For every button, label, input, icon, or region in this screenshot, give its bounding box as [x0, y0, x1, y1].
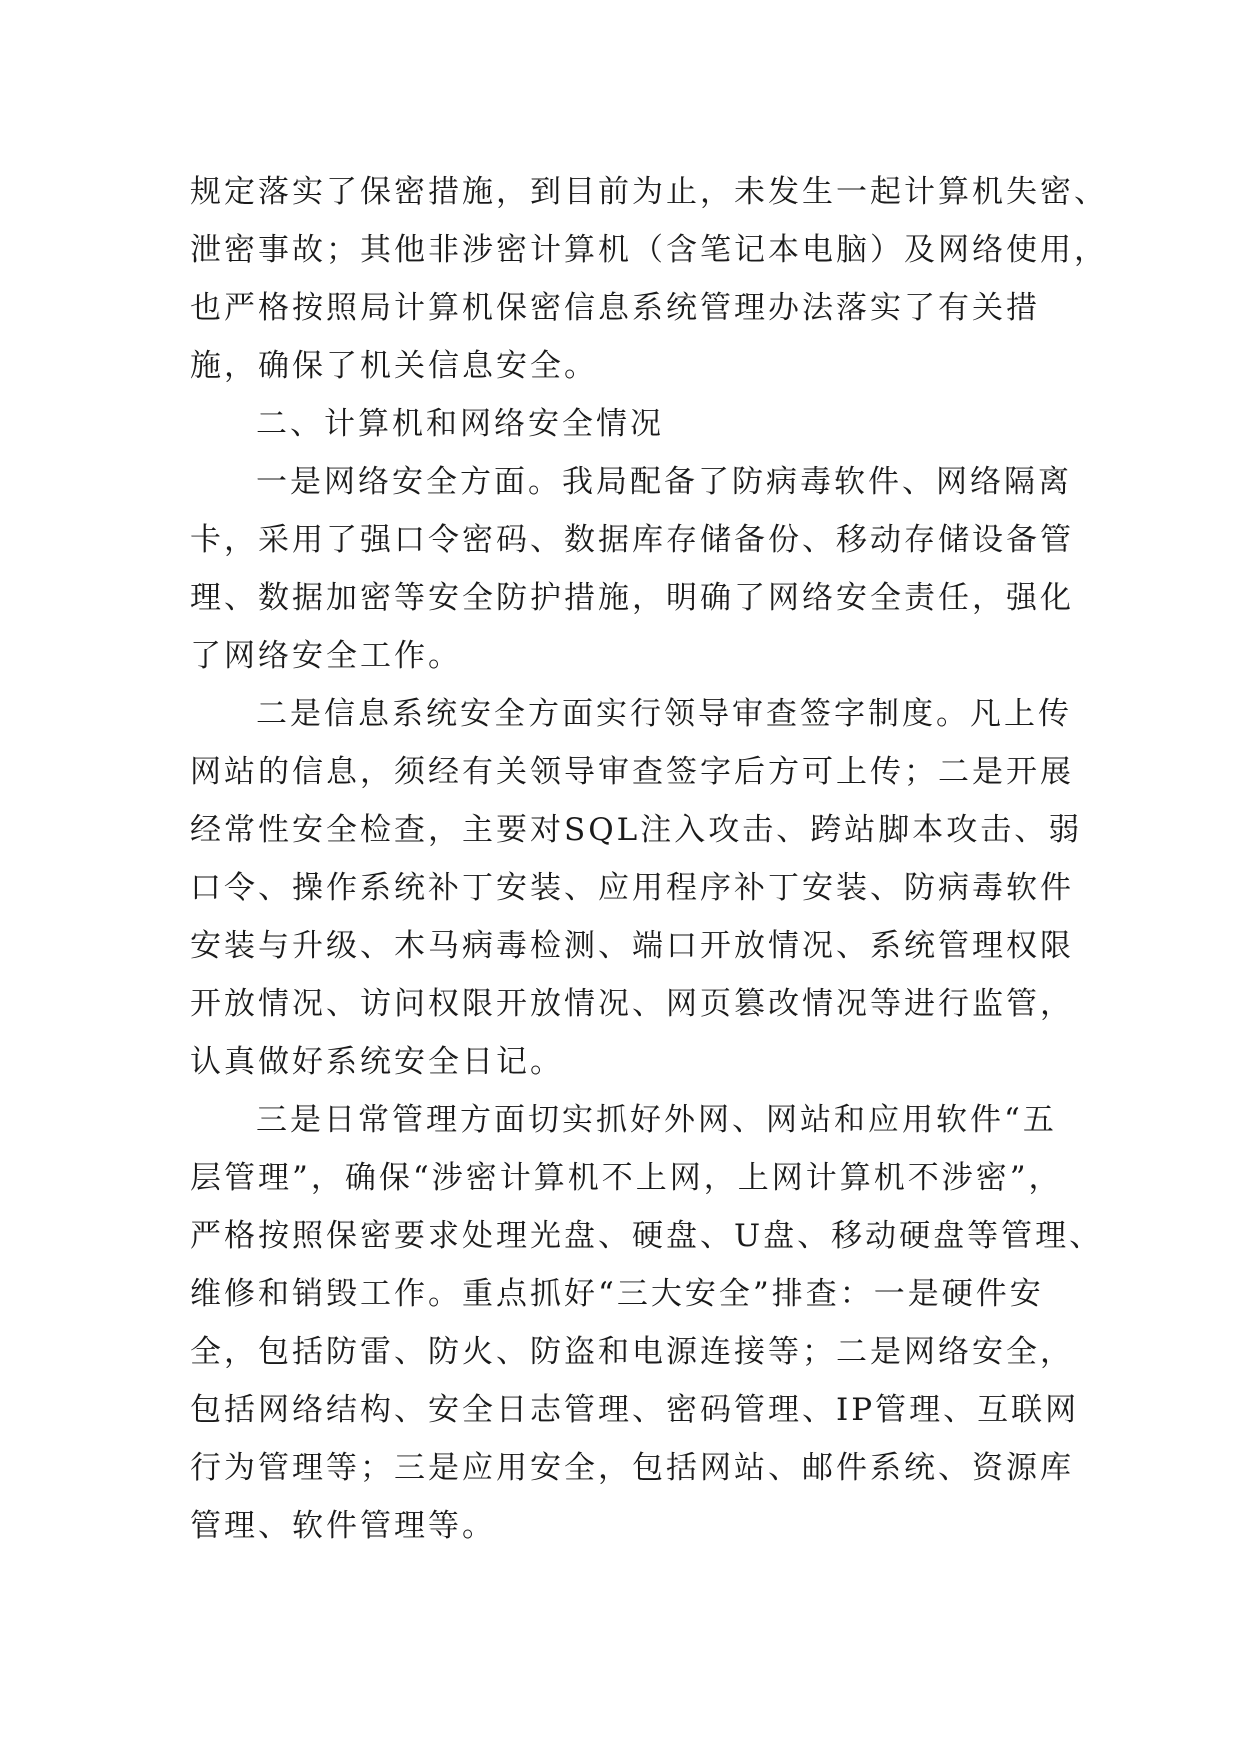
paragraph-start-line: 一是网络安全方面。我局配备了防病毒软件、网络隔离 [256, 464, 1072, 500]
text-line: 行为管理等；三是应用安全，包括网站、邮件系统、资源库 [190, 1450, 1074, 1486]
text-line: 也严格按照局计算机保密信息系统管理办法落实了有关措 [190, 290, 1040, 326]
paragraph-start-line: 二是信息系统安全方面实行领导审查签字制度。凡上传 [256, 696, 1072, 732]
text-line: 理、数据加密等安全防护措施，明确了网络安全责任，强化 [190, 580, 1074, 616]
text-line: 严格按照保密要求处理光盘、硬盘、U盘、移动硬盘等管理、 [190, 1218, 1104, 1254]
text-line: 网站的信息，须经有关领导审查签字后方可上传；二是开展 [190, 754, 1074, 790]
text-line: 泄密事故；其他非涉密计算机（含笔记本电脑）及网络使用， [190, 232, 1108, 268]
text-line: 经常性安全检查，主要对SQL注入攻击、跨站脚本攻击、弱 [190, 812, 1083, 848]
section-heading: 二、计算机和网络安全情况 [256, 406, 664, 442]
text-line: 开放情况、访问权限开放情况、网页篡改情况等进行监管， [190, 986, 1074, 1022]
text-line: 包括网络结构、安全日志管理、密码管理、IP管理、互联网 [190, 1392, 1080, 1428]
text-line: 层管理”，确保“涉密计算机不上网，上网计算机不涉密”， [190, 1160, 1063, 1196]
text-line: 卡，采用了强口令密码、数据库存储备份、移动存储设备管 [190, 522, 1074, 558]
text-line: 全，包括防雷、防火、防盗和电源连接等；二是网络安全， [190, 1334, 1074, 1370]
text-line: 施，确保了机关信息安全。 [190, 348, 598, 384]
text-line: 安装与升级、木马病毒检测、端口开放情况、系统管理权限 [190, 928, 1074, 964]
text-line: 了网络安全工作。 [190, 638, 462, 674]
text-line: 认真做好系统安全日记。 [190, 1044, 564, 1080]
text-line: 维修和销毁工作。重点抓好“三大安全”排查：一是硬件安 [190, 1276, 1044, 1312]
text-line: 口令、操作系统补丁安装、应用程序补丁安装、防病毒软件 [190, 870, 1074, 906]
text-line: 规定落实了保密措施，到目前为止，未发生一起计算机失密、 [190, 174, 1108, 210]
document-body [190, 163, 1108, 1555]
paragraph-start-line: 三是日常管理方面切实抓好外网、网站和应用软件“五 [256, 1102, 1057, 1138]
text-line: 管理、软件管理等。 [190, 1508, 496, 1544]
